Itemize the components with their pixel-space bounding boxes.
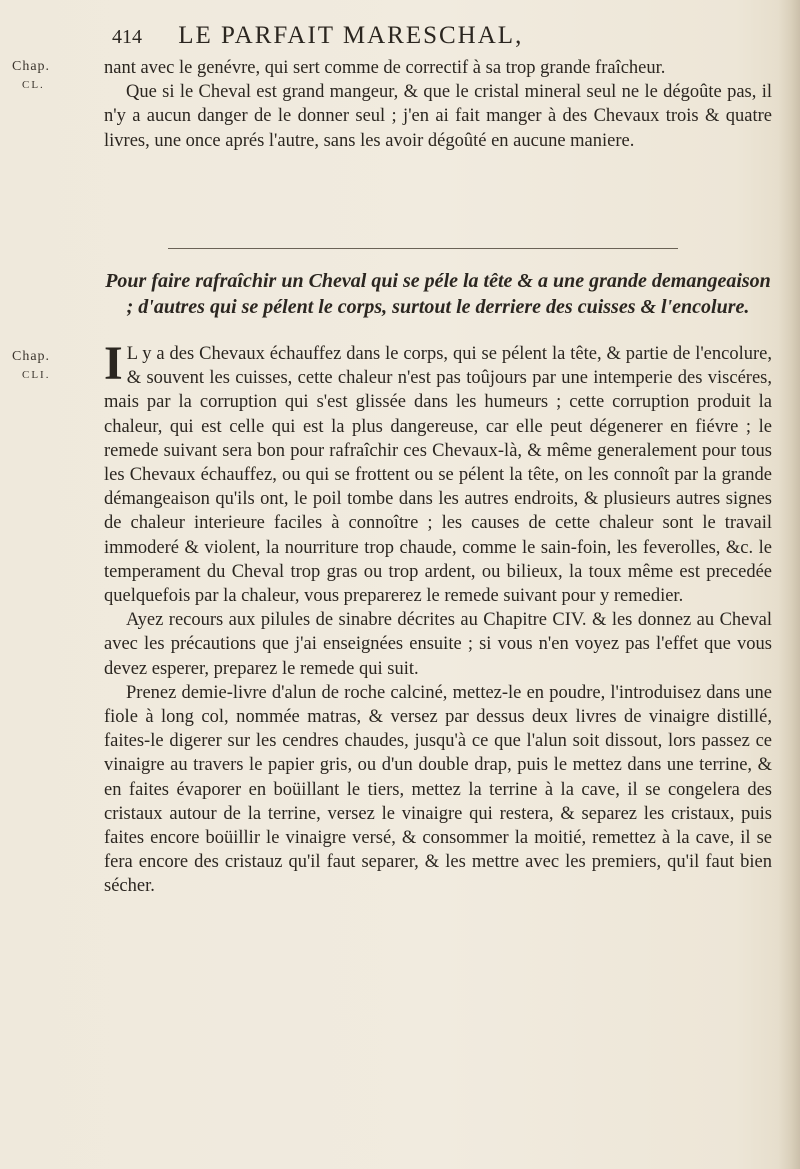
continuation-text <box>104 56 772 153</box>
paragraph: Ayez recours aux pilules de sinabre décrites au Chapitre CIV. & les donnez au Cheval avec les précautions que j'ai enseignées ensuite ; si vous n'en voyez pas l'effet que vous devez esperer, preparez le remede qui suit. <box>104 610 772 679</box>
paragraph: Prenez demie-livre d'alun de roche calciné, mettez-le en poudre, l'introduisez dans une fiole à long col, nommée matras, & versez par dessus deux livres de vinaigre distillé, faites-le digerer sur les cendres chaudes, jusqu'à ce que l'alun soit dissout, lors passez ce vinaigre au travers le papier gris, ou d'un double drap, puis le mettez dans une terrine, & en faites évaporer en boüillant le tiers, mettez la terrine à la cave, il se congelera des cristaux autour de la terrine, versez le vinaigre qui restera, & separez les cristaux, puis faites encore boüillir le vinaigre versé, & consommer la moitié, remettez à la cave, il se fera encore des cristauz qu'il faut separer, & les mettre avec les premiers, qu'il faut bien sécher. <box>104 682 772 897</box>
section-divider <box>168 248 678 249</box>
page-number: 414 <box>112 26 142 48</box>
margin-note-chapter-cl <box>12 58 50 94</box>
margin-note-number: CLI. <box>22 369 51 381</box>
drop-cap: I <box>104 337 123 390</box>
margin-note-label: Chap. <box>12 59 51 74</box>
margin-note-label: Chap. <box>12 349 51 364</box>
margin-note-number: CL. <box>22 79 45 91</box>
running-header <box>112 22 712 50</box>
page-edge-shadow <box>778 0 800 1169</box>
paragraph: L y a des Chevaux échauffez dans le corps, qui se pélent la tête, & partie de l'encolure, & souvent les cuisses, cette chaleur n'est pas toûjours par une intemperie des viscéres, mais par la corruption qui s'est glissée dans les humeurs ; cette corruption produit la chaleur, qui est celle qui est la plus dangereuse, car elle peut dégenerer en fiévre ; le remede suivant sera bon pour rafraîchir ces Chevaux-là, & même generalement pour tous les Chevaux échauffez, ou qui se frottent ou se pélent la tête, on les connoît par la grande démangeaison qu'ils ont, le poil tombe dans les autres endroits, & plusieurs autres signes de chaleur interieure faciles à connoître ; les causes de cette chaleur sont le travail immoderé & violent, la nourriture trop chaude, comme le sain-foin, les feverolles, &c. le temperament du Cheval trop gras ou trop ardent, ou bilieux, la toux même est precedée quelquefois par la chaleur, vous preparerez le remede suivant pour y remedier. <box>104 344 772 607</box>
margin-note-chapter-cli <box>12 348 50 384</box>
running-title: LE PARFAIT MARESCHAL, <box>178 22 524 49</box>
section-title: Pour faire rafraîchir un Cheval qui se péle la tête & a une grande demangeaison ; d'autres qui se pélent le corps, surtout le derriere des cuisses & l'encolure. <box>105 270 771 318</box>
paragraph: nant avec le genévre, qui sert comme de correctif à sa trop grande fraîcheur. <box>104 58 666 78</box>
chapter-body <box>104 337 772 899</box>
paragraph: Que si le Cheval est grand mangeur, & que le cristal mineral seul ne le dégoûte pas, il n'y a aucun danger de le donner seul ; j'en ai fait manger à des Chevaux trois & quatre livres, une once aprés l'autre, sans les avoir dégoûté en aucune maniere. <box>104 82 772 151</box>
